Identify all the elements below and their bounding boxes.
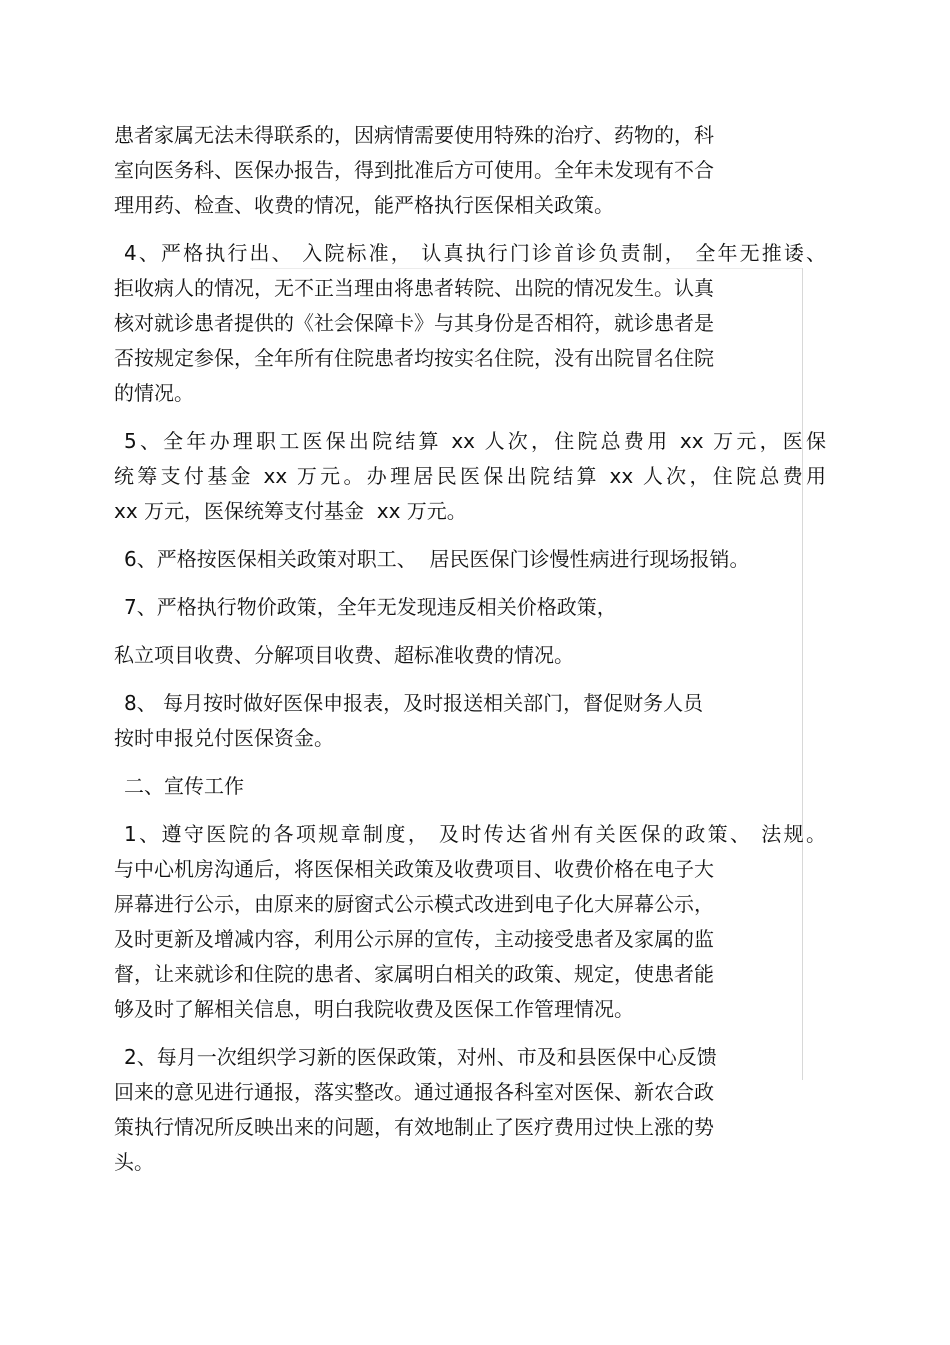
text-line: 头。 — [114, 1150, 154, 1174]
paragraph-publicity-1 — [114, 817, 834, 1027]
text-line: 屏幕进行公示，由原来的厨窗式公示模式改进到电子化大屏幕公示， — [114, 892, 714, 916]
text-line: 策执行情况所反映出来的问题，有效地制止了医疗费用过快上涨的势 — [114, 1115, 714, 1139]
paragraph-item-5 — [114, 424, 834, 529]
paragraph-item-8 — [114, 686, 834, 756]
text-line: 否按规定参保，全年所有住院患者均按实名住院，没有出院冒名住院 — [114, 346, 714, 370]
text-line: 拒收病人的情况，无不正当理由将患者转院、出院的情况发生。认真 — [114, 276, 714, 300]
text-line: 4、严格执行出、 入院标准， 认真执行门诊首诊负责制， 全年无推诿、 — [124, 241, 826, 265]
section-title: 二、宣传工作 — [124, 774, 244, 798]
text-line: 回来的意见进行通报，落实整改。通过通报各科室对医保、新农合政 — [114, 1080, 714, 1104]
paragraph-publicity-2 — [114, 1040, 834, 1180]
text-line: 患者家属无法未得联系的，因病情需要使用特殊的治疗、药物的，科 — [114, 123, 714, 147]
text-line: 8、 每月按时做好医保申报表，及时报送相关部门，督促财务人员 — [124, 691, 704, 715]
text-line: 2、每月一次组织学习新的医保政策，对州、市及和县医保中心反馈 — [124, 1045, 717, 1069]
text-line: 够及时了解相关信息，明白我院收费及医保工作管理情况。 — [114, 997, 634, 1021]
text-line: 室向医务科、医保办报告，得到批准后方可使用。全年未发现有不合 — [114, 158, 714, 182]
text-line: 按时申报兑付医保资金。 — [114, 726, 334, 750]
text-line: 及时更新及增减内容，利用公示屏的宣传，主动接受患者及家属的监 — [114, 927, 714, 951]
document-body — [114, 118, 834, 1193]
text-line: 督，让来就诊和住院的患者、家属明白相关的政策、规定，使患者能 — [114, 962, 714, 986]
text-line: 7、严格执行物价政策，全年无发现违反相关价格政策， — [124, 595, 617, 619]
text-line: 与中心机房沟通后，将医保相关政策及收费项目、收费价格在电子大 — [114, 857, 714, 881]
text-line: 私立项目收费、分解项目收费、超标准收费的情况。 — [114, 643, 574, 667]
text-line: 的情况。 — [114, 381, 194, 405]
paragraph-item-6 — [114, 542, 834, 577]
text-line: 5、全年办理职工医保出院结算 xx 人次，住院总费用 xx 万元，医保 — [124, 429, 826, 453]
text-line: 1、遵守医院的各项规章制度， 及时传达省州有关医保的政策、 法规。 — [124, 822, 826, 846]
paragraph-item-7 — [114, 590, 834, 625]
text-line: xx 万元，医保统筹支付基金 xx 万元。 — [114, 499, 467, 523]
text-line: 6、严格按医保相关政策对职工、 居民医保门诊慢性病进行现场报销。 — [124, 547, 750, 571]
section-heading — [114, 769, 834, 804]
text-line: 理用药、检查、收费的情况，能严格执行医保相关政策。 — [114, 193, 614, 217]
text-line: 核对就诊患者提供的《社会保障卡》与其身份是否相符，就诊患者是 — [114, 311, 714, 335]
text-line: 统筹支付基金 xx 万元。办理居民医保出院结算 xx 人次，住院总费用 — [114, 464, 826, 488]
paragraph-item-4 — [114, 236, 834, 411]
paragraph-continuation — [114, 118, 834, 223]
paragraph-item-7-continuation — [114, 638, 834, 673]
